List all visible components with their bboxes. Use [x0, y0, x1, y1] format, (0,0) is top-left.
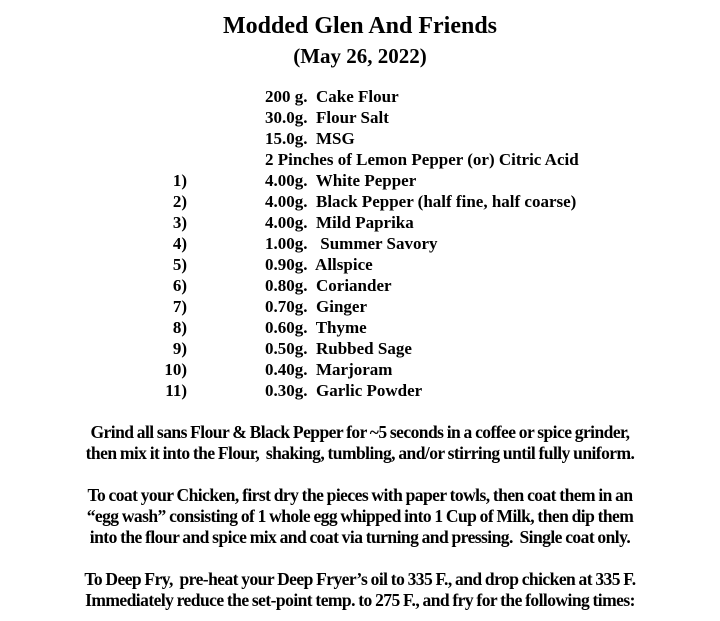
ingredient-item	[0, 359, 720, 380]
ingredient-number: 4)	[172, 234, 187, 253]
ingredient-item	[0, 380, 720, 401]
paragraph-line: into the flour and spice mix and coat via turning and pressing. Single coat only.	[89, 527, 631, 547]
ingredient-text: 4.00g. Black Pepper (half fine, half coarse)	[265, 192, 577, 211]
ingredient-item	[0, 191, 720, 212]
ingredient-text: 0.80g. Coriander	[265, 276, 392, 295]
ingredient-number: 2)	[172, 192, 187, 211]
ingredient-number: 6)	[172, 276, 187, 295]
ingredient-text: 0.50g. Rubbed Sage	[265, 339, 412, 358]
ingredient-item	[0, 233, 720, 254]
coating-instructions	[0, 485, 720, 548]
frying-instructions	[0, 569, 720, 611]
paragraph-line: To Deep Fry, pre-heat your Deep Fryer’s oil to 335 F., and drop chicken at 335 F.	[84, 569, 636, 589]
ingredient-text: 4.00g. Mild Paprika	[265, 213, 414, 232]
ingredient-item	[0, 338, 720, 359]
ingredient-item	[0, 128, 720, 149]
ingredient-item	[0, 170, 720, 191]
ingredient-text: 0.70g. Ginger	[265, 297, 367, 316]
document-title: Modded Glen And Friends	[222, 13, 498, 39]
ingredient-text: 0.90g. Allspice	[265, 255, 373, 274]
ingredient-list	[0, 86, 720, 401]
ingredient-number: 3)	[172, 213, 187, 232]
paragraph-line: Immediately reduce the set-point temp. to 275 F., and fry for the following times:	[85, 590, 635, 610]
paragraph-line: To coat your Chicken, first dry the pieces with paper towls, then coat them in an	[87, 485, 633, 505]
ingredient-item	[0, 317, 720, 338]
ingredient-text: 1.00g. Summer Savory	[265, 234, 438, 253]
ingredient-item	[0, 86, 720, 107]
ingredient-item	[0, 212, 720, 233]
ingredient-item	[0, 149, 720, 170]
ingredient-text: 200 g. Cake Flour	[265, 87, 399, 106]
ingredient-text: 0.60g. Thyme	[265, 318, 367, 337]
ingredient-number: 10)	[164, 360, 187, 379]
paragraph-line: “egg wash” consisting of 1 whole egg whipped into 1 Cup of Milk, then dip them	[86, 506, 634, 526]
ingredient-item	[0, 275, 720, 296]
paragraph-line: Grind all sans Flour & Black Pepper for ~5 seconds in a coffee or spice grinder,	[90, 422, 630, 442]
ingredient-number: 11)	[165, 381, 187, 400]
ingredient-text: 0.40g. Marjoram	[265, 360, 393, 379]
ingredient-number: 5)	[172, 255, 187, 274]
grinding-instructions	[0, 422, 720, 464]
paragraph-line: then mix it into the Flour, shaking, tumbling, and/or stirring until fully uniform.	[85, 443, 635, 463]
ingredient-text: 15.0g. MSG	[265, 129, 355, 148]
ingredient-number: 8)	[172, 318, 187, 337]
ingredient-item	[0, 296, 720, 317]
document-date: (May 26, 2022)	[293, 44, 427, 68]
ingredient-text: 2 Pinches of Lemon Pepper (or) Citric Acid	[265, 150, 579, 169]
ingredient-number: 9)	[172, 339, 187, 358]
ingredient-item	[0, 254, 720, 275]
ingredient-number: 7)	[172, 297, 187, 316]
ingredient-text: 0.30g. Garlic Powder	[265, 381, 423, 400]
ingredient-item	[0, 107, 720, 128]
ingredient-text: 30.0g. Flour Salt	[265, 108, 389, 127]
ingredient-text: 4.00g. White Pepper	[265, 171, 417, 190]
ingredient-number: 1)	[172, 171, 187, 190]
